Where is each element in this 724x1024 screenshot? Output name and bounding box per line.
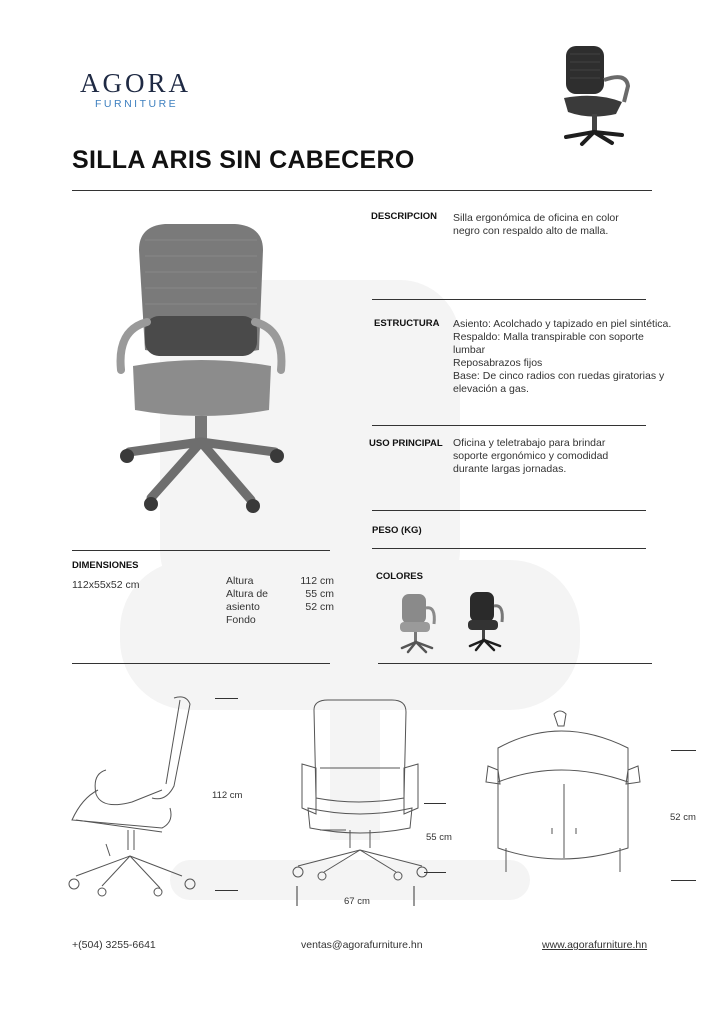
height-marker-top [215, 698, 238, 699]
colores-divider [378, 663, 652, 664]
uso-line: Oficina y teletrabajo para brindar [453, 437, 606, 449]
estructura-divider [372, 425, 646, 426]
dimensiones-label: DIMENSIONES [72, 560, 139, 571]
width-dimension-label: 67 cm [344, 896, 370, 907]
footer-website-link[interactable]: www.agorafurniture.hn [542, 939, 648, 951]
dimension-value: 52 cm [305, 601, 334, 613]
dimension-name: asiento [226, 601, 260, 613]
height-marker-bottom [215, 890, 238, 891]
uso-principal-text [453, 437, 653, 476]
dimension-value: 112 cm [300, 575, 334, 587]
color-option-black[interactable] [464, 590, 508, 652]
dimensiones-top-divider [72, 550, 330, 551]
seat-height-dimension-label: 55 cm [426, 832, 452, 843]
uso-divider [372, 510, 646, 511]
dimension-row [226, 601, 334, 614]
peso-divider [372, 548, 646, 549]
descripcion-text: Silla ergonómica de oficina en color negro con respaldo alto de malla. [453, 212, 619, 237]
dimensiones-table [226, 575, 334, 627]
estructura-line: elevación a gas. [453, 383, 529, 395]
colores-label: COLORES [376, 571, 423, 582]
title-divider [72, 190, 652, 191]
dimensiones-summary: 112x55x52 cm [72, 579, 140, 591]
dimension-row [226, 575, 334, 588]
brand-logo-subtitle: FURNITURE [95, 98, 179, 110]
estructura-line: Respaldo: Malla transpirable con soporte [453, 331, 644, 343]
descripcion-label: DESCRIPCION [371, 211, 437, 222]
depth-marker-top [671, 750, 696, 751]
dimensiones-bottom-divider [72, 663, 330, 664]
peso-label: PESO (KG) [372, 525, 422, 536]
footer-email-link[interactable]: ventas@agorafurniture.hn [301, 939, 423, 951]
dimension-row [226, 588, 334, 601]
page-title: SILLA ARIS SIN CABECERO [72, 146, 415, 174]
brand-logo: AGORA [80, 68, 192, 98]
seat-marker-top [424, 803, 446, 804]
color-option-gray[interactable] [396, 592, 440, 654]
footer-phone: +(504) 3255-6641 [72, 939, 156, 951]
chair-thumbnail-image [556, 42, 646, 152]
chair-main-image [115, 220, 295, 520]
front-view-drawing [288, 698, 428, 898]
height-dimension-label: 112 cm [212, 790, 243, 801]
seat-marker-bottom [424, 872, 446, 873]
dimension-name: Altura [226, 575, 254, 587]
depth-dimension-label: 52 cm [670, 812, 696, 823]
top-view-drawing [478, 708, 658, 888]
dimension-row [226, 614, 334, 627]
dimension-name: Altura de [226, 588, 269, 600]
estructura-text [453, 318, 693, 396]
uso-line: soporte ergonómico y comodidad [453, 450, 609, 462]
estructura-line: Base: De cinco radios con ruedas giratorias y [453, 370, 665, 382]
uso-line: durante largas jornadas. [453, 463, 567, 475]
depth-marker-bottom [671, 880, 696, 881]
descripcion-divider [372, 299, 646, 300]
estructura-line: Asiento: Acolchado y tapizado en piel sintética. [453, 318, 672, 330]
dimension-name: Fondo [226, 614, 256, 626]
estructura-label: ESTRUCTURA [374, 318, 440, 329]
dimension-value: 55 cm [305, 588, 334, 600]
estructura-line: Reposabrazos fijos [453, 357, 543, 369]
uso-principal-label: USO PRINCIPAL [369, 438, 443, 449]
estructura-line: lumbar [453, 344, 486, 356]
